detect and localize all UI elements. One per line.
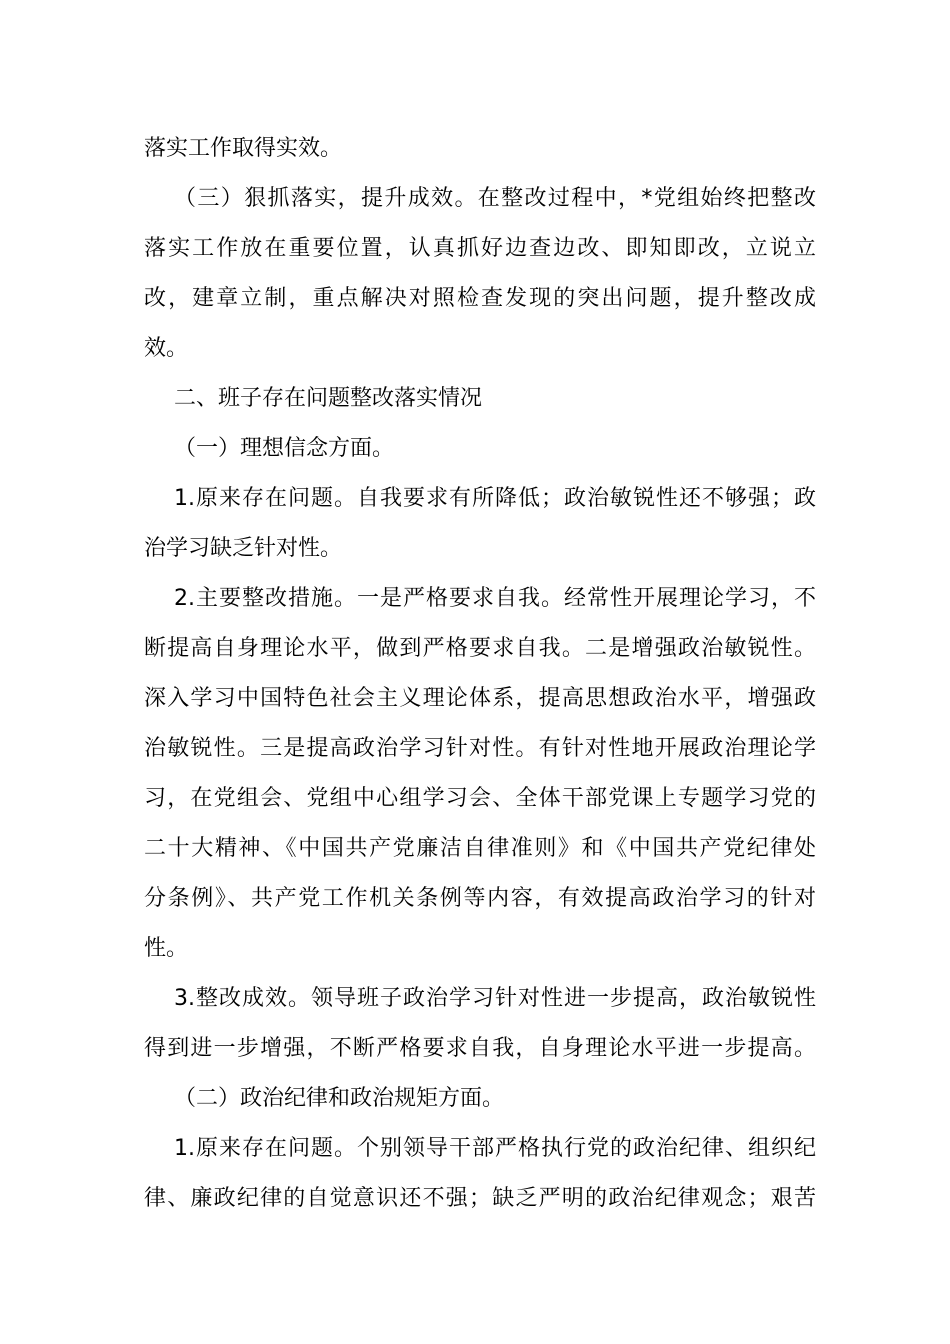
subsection-heading: （一）理想信念方面。 — [174, 436, 395, 461]
text-line: 落实工作取得实效。 — [144, 136, 343, 161]
text-line: 断提高自身理论水平，做到严格要求自我。二是增强政治敏锐性。 — [144, 636, 816, 661]
text-line: 效。 — [144, 336, 189, 361]
text-line: 治敏锐性。三是提高政治学习针对性。有针对性地开展政治理论学 — [144, 736, 816, 761]
text-line: 性。 — [144, 936, 189, 961]
text-line: 深入学习中国特色社会主义理论体系，提高思想政治水平，增强政 — [144, 686, 816, 711]
text-line: 改，建章立制，重点解决对照检查发现的突出问题，提升整改成 — [144, 286, 816, 311]
section-heading: 二、班子存在问题整改落实情况 — [174, 386, 483, 411]
subsection-heading: （二）政治纪律和政治规矩方面。 — [174, 1086, 505, 1111]
text-line: 习，在党组会、党组中心组学习会、全体干部党课上专题学习党的 — [144, 786, 816, 811]
text-line: 分条例》、共产党工作机关条例等内容，有效提高政治学习的针对 — [144, 886, 816, 911]
text-line: 律、廉政纪律的自觉意识还不强；缺乏严明的政治纪律观念；艰苦 — [144, 1186, 816, 1211]
text-line: 2.主要整改措施。一是严格要求自我。经常性开展理论学习，不 — [174, 586, 816, 611]
text-line: 二十大精神、《中国共产党廉洁自律准则》和《中国共产党纪律处 — [144, 836, 816, 861]
text-line: 落实工作放在重要位置，认真抓好边查边改、即知即改，立说立 — [144, 236, 816, 261]
text-line: 3.整改成效。领导班子政治学习针对性进一步提高，政治敏锐性 — [174, 986, 816, 1011]
text-line: 治学习缺乏针对性。 — [144, 536, 343, 561]
text-line: 1.原来存在问题。个别领导干部严格执行党的政治纪律、组织纪 — [174, 1136, 816, 1161]
text-line: 得到进一步增强，不断严格要求自我，自身理论水平进一步提高。 — [144, 1036, 816, 1061]
text-line: （三）狠抓落实，提升成效。在整改过程中，*党组始终把整改 — [174, 186, 816, 211]
text-line: 1.原来存在问题。自我要求有所降低；政治敏锐性还不够强；政 — [174, 486, 816, 511]
